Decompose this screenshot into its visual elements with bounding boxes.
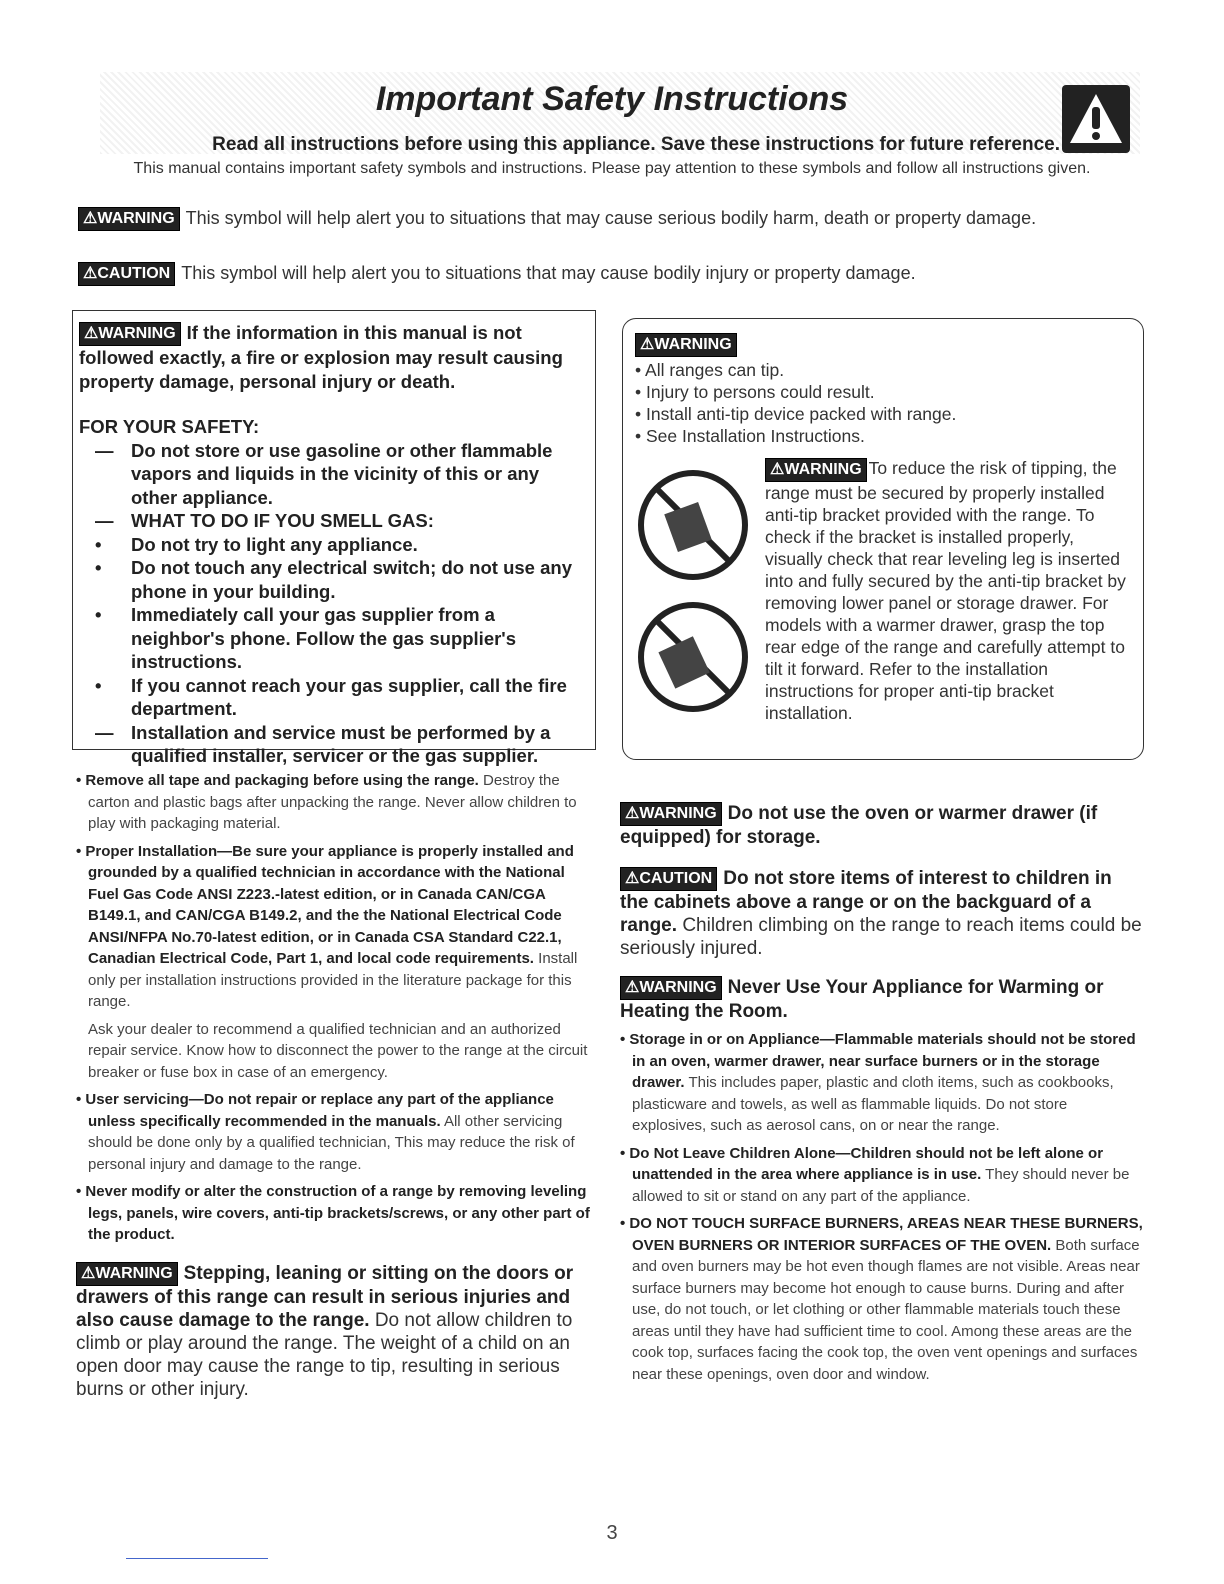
safety-item [79, 603, 589, 674]
warning-badge: ⚠WARNING [620, 802, 722, 826]
stepping-warning: ⚠WARNING Stepping, leaning or sitting on the doors or drawers of this range can result in serious injuries and also cause damage to the range. Do not allow children to climb or play around the range. The weight of a child on an open door may cause the range to tip, resulting in serious burns or other injury. [76, 1262, 574, 1400]
safety-item [79, 509, 589, 533]
safety-heading: FOR YOUR SAFETY: [79, 416, 260, 438]
warning-badge: ⚠WARNING [635, 333, 737, 357]
tip-text: To reduce the risk of tipping, the range must be secured by properly installed anti-tip bracket provided with the range. To check if the bracket is installed properly, visually check that rear leveling leg is inserted into and fully secured by the anti-tip bracket by removing lower panel or storage drawer. For models with a warmer drawer, grasp the top rear edge of the range and carefully attempt to tilt it forward. Refer to the installation instructions for proper anti-tip bracket installation. [765, 458, 1126, 723]
item-marker: — [95, 721, 114, 743]
safety-item [79, 674, 589, 721]
item-text: Do not store or use gasoline or other flammable vapors and liquids in the vicinity of this or any other appliance. [131, 439, 553, 508]
footer-line [126, 1558, 268, 1559]
legend-text: This symbol will help alert you to situations that may cause serious bodily harm, death or property damage. [185, 207, 1037, 228]
item-text: Installation and service must be performed by a qualified installer, servicer or the gas supplier. [131, 721, 551, 767]
item-marker: • [95, 533, 102, 555]
left-column [76, 770, 596, 1401]
item-marker: — [95, 439, 114, 461]
safety-item [79, 556, 589, 603]
item-marker: — [95, 510, 114, 532]
warning-legend [78, 207, 1036, 231]
tip-bullet: • See Installation Instructions. [635, 426, 865, 447]
warming-warning: ⚠WARNING Never Use Your Appliance for Warming or Heating the Room. [620, 977, 1104, 1022]
page-subtitle: Read all instructions before using this appliance. Save these instructions for future reference. [212, 134, 1060, 155]
warning-badge: ⚠WARNING [765, 458, 867, 482]
legend-text: This symbol will help alert you to situations that may cause bodily injury or property damage. [181, 262, 916, 283]
page-title: Important Safety Instructions [375, 80, 849, 118]
anti-tip-illustration-icon [635, 467, 755, 727]
list-item: • Do Not Leave Children Alone—Children should not be left alone or unattended in the area where appliance is in use. They should never be allowed to sit or stand on any part of the appliance. [620, 1144, 1130, 1205]
warning-triangle-icon [1062, 85, 1130, 153]
ask-dealer-text: Ask your dealer to recommend a qualified technician and an authorized repair service. Know how to disconnect the power to the range at the circuit breaker or fuse box in case of an emergency. [88, 1020, 588, 1081]
tip-warning-box [622, 318, 1144, 760]
tip-bullet: • All ranges can tip. [635, 360, 785, 381]
item-text: If you cannot reach your gas supplier, call the fire department. [131, 674, 567, 720]
gas-lead: If the information in this manual is not followed exactly, a fire or explosion may result causing property damage, personal injury or death. [79, 322, 563, 392]
safety-item [79, 721, 589, 768]
tip-bullet: • Install anti-tip device packed with range. [635, 404, 957, 425]
intro-text: This manual contains important safety symbols and instructions. Please pay attention to these symbols and follow all instructions given. [133, 160, 1091, 177]
list-item: • Remove all tape and packaging before using the range. Destroy the carton and plastic bags after unpacking the range. Never allow children to play with packaging material. [76, 772, 577, 832]
caution-badge: ⚠CAUTION [620, 867, 717, 891]
children-caution: ⚠CAUTION Do not store items of interest to children in the cabinets above a range or on the backguard of a range. Children climbing on the range to reach items could be seriously injured. [620, 868, 1142, 959]
warning-badge: ⚠WARNING [78, 207, 180, 231]
list-item: • Never modify or alter the construction of a range by removing leveling legs, panels, wire covers, anti-tip brackets/screws, or any other part of the product. [76, 1183, 590, 1243]
item-text: Do not try to light any appliance. [131, 533, 418, 555]
caution-legend [78, 262, 916, 286]
warning-badge: ⚠WARNING [620, 976, 722, 1000]
tip-bullet: • Injury to persons could result. [635, 382, 875, 403]
item-text: Immediately call your gas supplier from a neighbor's phone. Follow the gas supplier's instructions. [131, 604, 516, 673]
warning-badge: ⚠WARNING [76, 1262, 178, 1286]
list-item: • User servicing—Do not repair or replace any part of the appliance unless specifically recommended in the manuals. All other servicing should be done only by a qualified technician, This may reduce the risk of personal injury and damage to the range. [76, 1091, 575, 1173]
safety-item [79, 439, 589, 510]
item-text: Do not touch any electrical switch; do not use any phone in your building. [131, 557, 572, 602]
gas-warning-box [72, 310, 596, 767]
list-item: • Storage in or on Appliance—Flammable materials should not be stored in an oven, warmer drawer, near surface burners or in the storage drawer. This includes paper, plastic and cloth items, such as cookbooks, plasticware and towels, as well as flammable liquids. Do not store explosives, such as aerosol cans, on or near the range. [620, 1031, 1136, 1134]
safety-item [79, 533, 589, 557]
tip-text-block [635, 457, 1133, 723]
page-number: 3 [606, 1522, 618, 1544]
warning-badge: ⚠WARNING [79, 322, 181, 346]
right-column [620, 802, 1145, 1391]
storage-warning: ⚠WARNING Do not use the oven or warmer drawer (if equipped) for storage. [620, 803, 1098, 848]
item-text: WHAT TO DO IF YOU SMELL GAS: [131, 510, 434, 532]
caution-badge: ⚠CAUTION [78, 262, 175, 286]
list-item: • DO NOT TOUCH SURFACE BURNERS, AREAS NEAR THESE BURNERS, OVEN BURNERS OR INTERIOR SURFACES OF THE OVEN. Both surface and oven burners may be hot even though flames are not visible. Areas near surface burners may become hot enough to cause burns. During and after use, do not touch, or let clothing or other flammable materials touch these areas until they have had sufficient time to cool. Among these areas are the cook top, surfaces facing the cook top, the oven vent openings and surfaces near these openings, oven door and window. [620, 1215, 1143, 1383]
list-item: • Proper Installation—Be sure your appliance is properly installed and grounded by a qualified technician in accordance with the National Fuel Gas Code ANSI Z223.-latest edition, or in Canada CAN/CGA B149.1, and CAN/CGA B149.2, and the the National Electrical Code ANSI/NFPA No.70-latest edition, or in Canada CSA Standard C22.1, Canadian Electrical Code, Part 1, and local code requirements. Install only per installation instructions provided in the literature package for this range. [76, 842, 578, 1010]
item-marker: • [95, 557, 102, 579]
item-marker: • [95, 604, 102, 626]
item-marker: • [95, 674, 102, 696]
